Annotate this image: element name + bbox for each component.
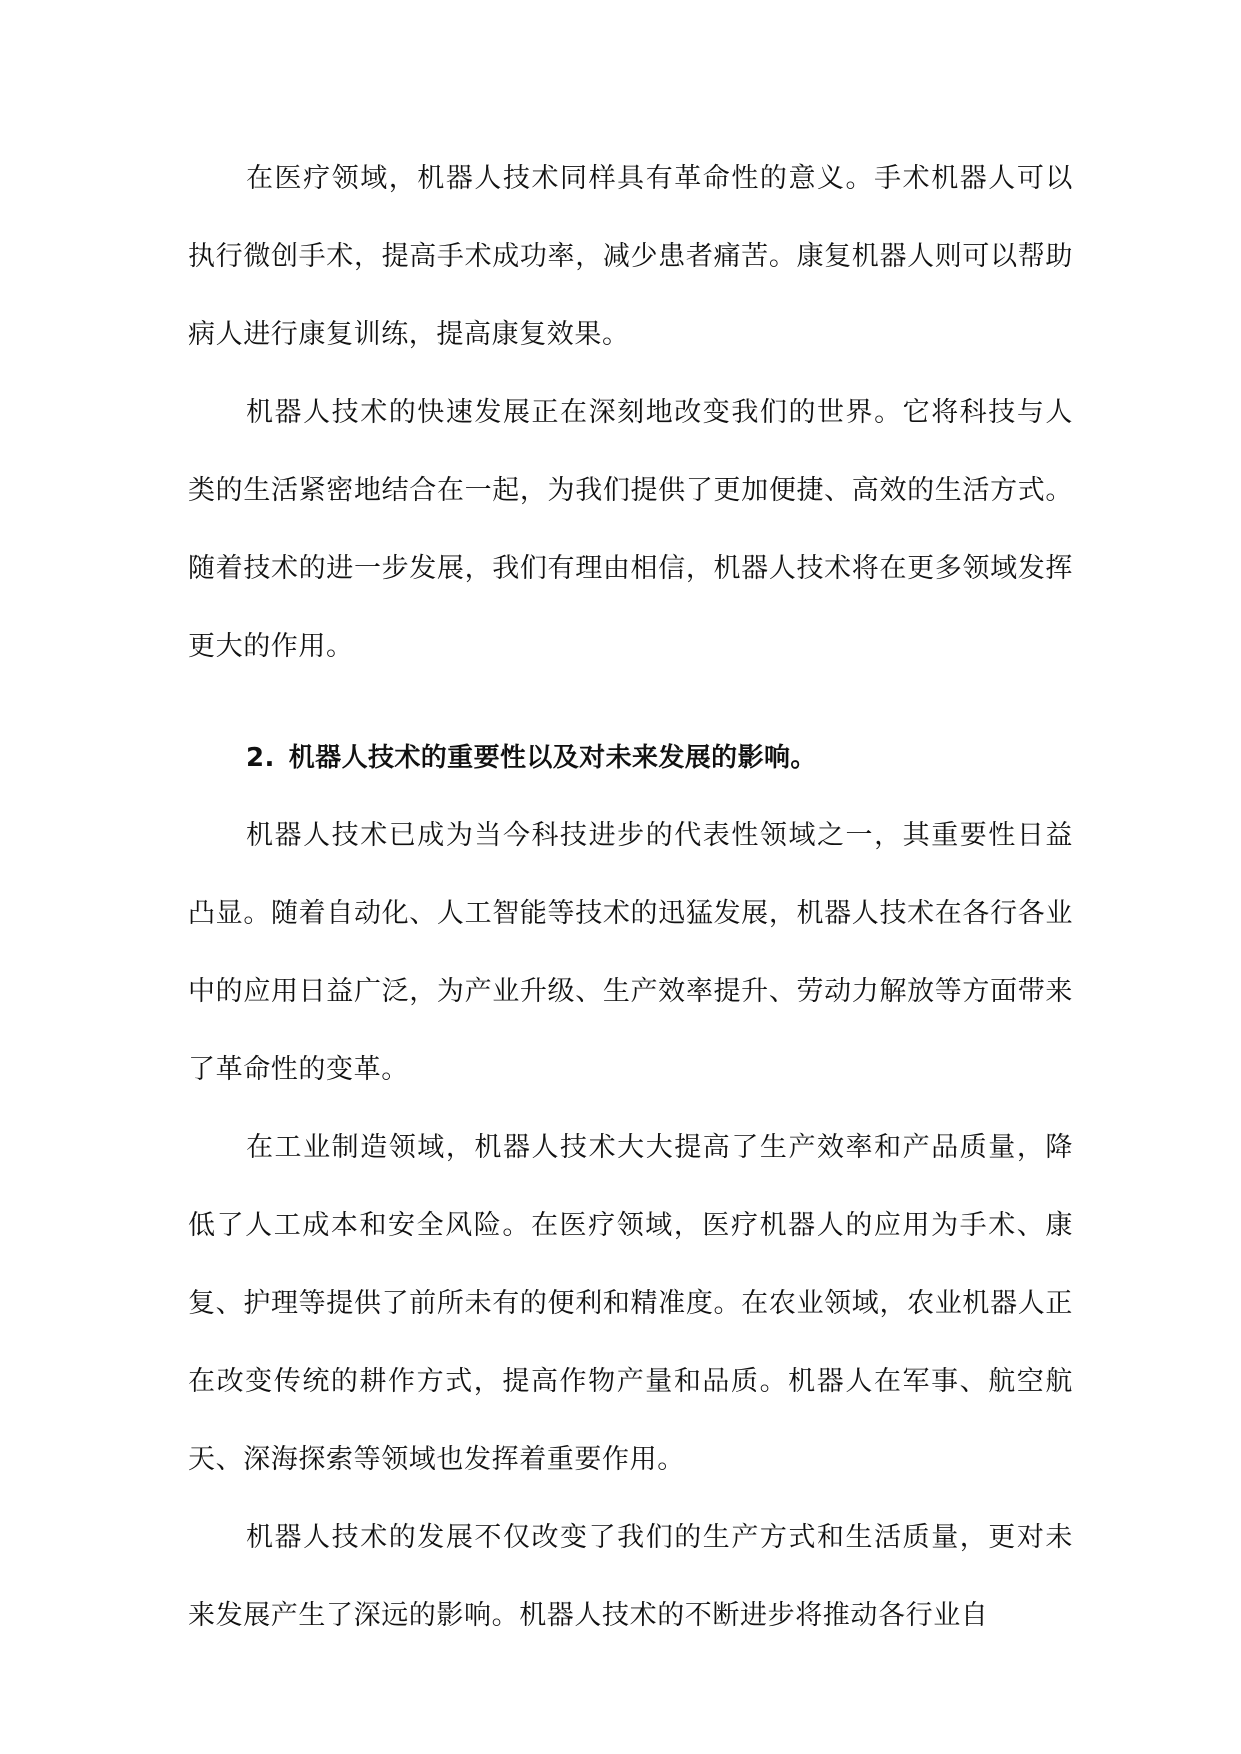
paragraph-robot-development: 机器人技术的快速发展正在深刻地改变我们的世界。它将科技与人类的生活紧密地结合在一起，为我们提供了更加便捷、高效的生活方式。随着技术的进一步发展，我们有理由相信，机器人技术将在更多领域发挥更大的作用。 bbox=[188, 397, 1073, 662]
paragraph-future-impact: 机器人技术的发展不仅改变了我们的生产方式和生活质量，更对未来发展产生了深远的影响。机器人技术的不断进步将推动各行业自 bbox=[188, 1522, 1073, 1631]
paragraph-medical-robots: 在医疗领域，机器人技术同样具有革命性的意义。手术机器人可以执行微创手术，提高手术成功率，减少患者痛苦。康复机器人则可以帮助病人进行康复训练，提高康复效果。 bbox=[188, 163, 1073, 350]
section-number: 2. bbox=[246, 743, 275, 773]
paragraph-applications: 在工业制造领域，机器人技术大大提高了生产效率和产品质量，降低了人工成本和安全风险。在医疗领域，医疗机器人的应用为手术、康复、护理等提供了前所未有的便利和精准度。在农业领域，农业机器人正在改变传统的耕作方式，提高作物产量和品质。机器人在军事、航空航天、深海探索等领域也发挥着重要作用。 bbox=[188, 1132, 1073, 1475]
section-heading bbox=[188, 719, 1073, 797]
section-title: 机器人技术的重要性以及对未来发展的影响。 bbox=[288, 743, 817, 773]
document-body bbox=[188, 140, 1073, 1655]
paragraph-importance: 机器人技术已成为当今科技进步的代表性领域之一，其重要性日益凸显。随着自动化、人工智能等技术的迅猛发展，机器人技术在各行各业中的应用日益广泛，为产业升级、生产效率提升、劳动力解放等方面带来了革命性的变革。 bbox=[188, 820, 1073, 1085]
